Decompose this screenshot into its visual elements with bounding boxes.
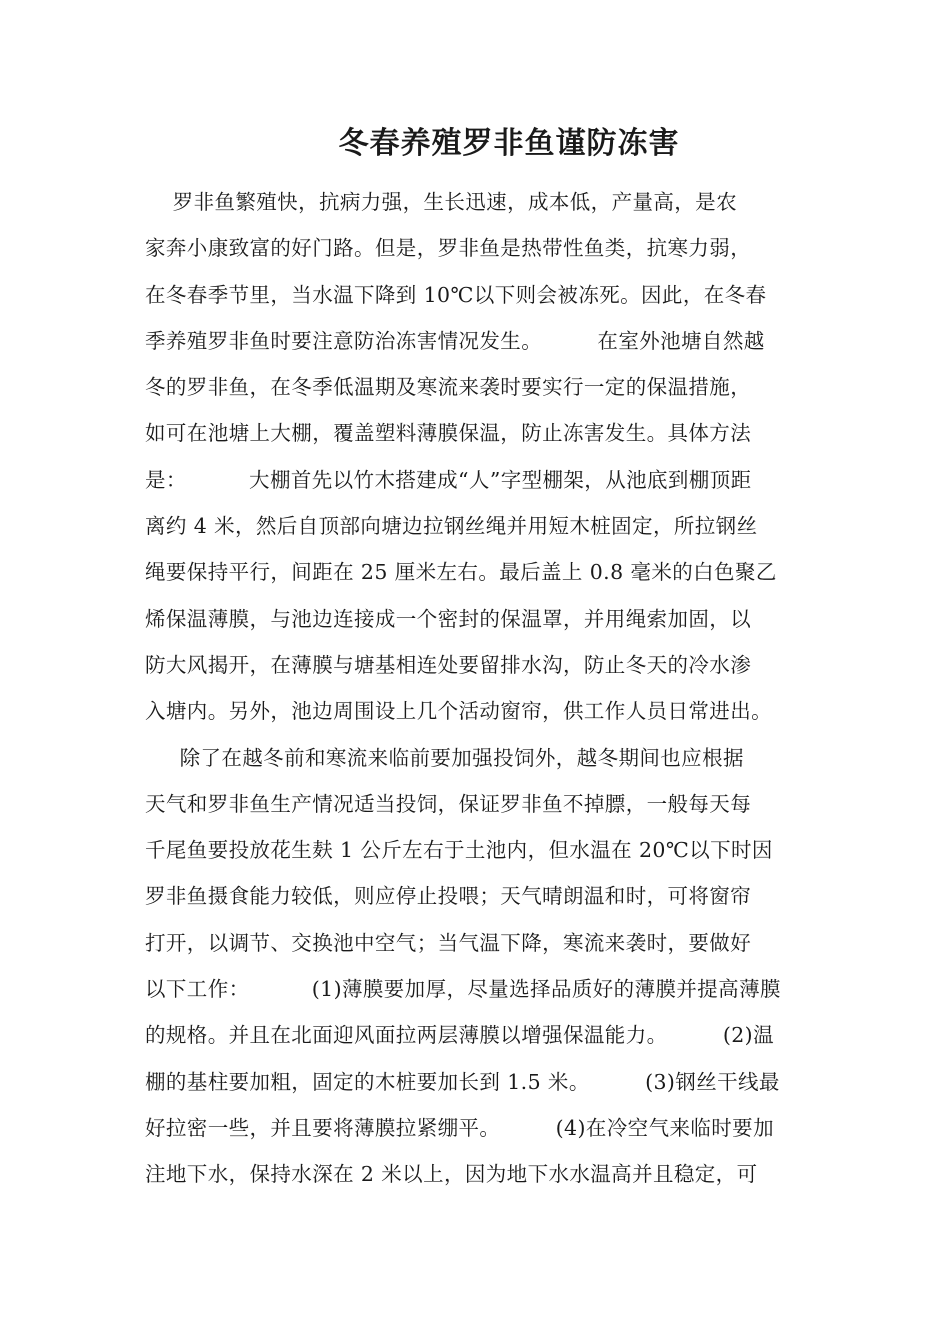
body-line: 以下工作： (1)薄膜要加厚，尽量选择品质好的薄膜并提高薄膜: [145, 977, 781, 1002]
body-line: 的规格。并且在北面迎风面拉两层薄膜以增强保温能力。 (2)温: [145, 1023, 774, 1048]
document-body: [145, 185, 835, 1204]
body-line: 季养殖罗非鱼时要注意防治冻害情况发生。 在室外池塘自然越: [145, 328, 765, 353]
body-line: 注地下水，保持水深在 2 米以上，因为地下水水温高并且稳定，可: [145, 1162, 758, 1187]
body-line: 防大风揭开，在薄膜与塘基相连处要留排水沟，防止冬天的冷水渗: [145, 652, 752, 677]
document-title: 冬春养殖罗非鱼谨防冻害: [338, 126, 680, 161]
body-line: 如可在池塘上大棚，覆盖塑料薄膜保温，防止冻害发生。具体方法: [145, 421, 752, 446]
body-line: 烯保温薄膜，与池边连接成一个密封的保温罩，并用绳索加固，以: [145, 606, 752, 631]
body-line: 天气和罗非鱼生产情况适当投饲，保证罗非鱼不掉膘，一般每天每: [145, 791, 752, 816]
body-line: 罗非鱼繁殖快，抗病力强，生长迅速，成本低，产量高，是农: [145, 190, 737, 214]
body-line: 家奔小康致富的好门路。但是，罗非鱼是热带性鱼类，抗寒力弱，: [145, 236, 752, 261]
body-line: 除了在越冬前和寒流来临前要加强投饲外，越冬期间也应根据: [145, 745, 744, 770]
body-line: 绳要保持平行，间距在 25 厘米左右。最后盖上 0.8 毫米的白色聚乙: [145, 560, 777, 585]
body-line: 是： 大棚首先以竹木搭建成“人”字型棚架，从池底到棚顶距: [145, 467, 752, 492]
body-line: 罗非鱼摄食能力较低，则应停止投喂；天气晴朗温和时，可将窗帘: [145, 884, 752, 909]
body-line: 入塘内。另外，池边周围设上几个活动窗帘，供工作人员日常进出。: [145, 699, 772, 724]
body-line: 打开，以调节、交换池中空气；当气温下降，寒流来袭时，要做好: [145, 930, 752, 955]
body-line: 好拉密一些，并且要将薄膜拉紧绷平。 (4)在冷空气来临时要加: [145, 1115, 774, 1140]
body-line: 离约 4 米，然后自顶部向塘边拉钢丝绳并用短木桩固定，所拉钢丝: [145, 514, 758, 539]
body-line: 棚的基柱要加粗，固定的木桩要加长到 1.5 米。 (3)钢丝干线最: [145, 1069, 780, 1094]
body-line: 千尾鱼要投放花生麸 1 公斤左右于土池内，但水温在 20℃以下时因: [145, 838, 773, 863]
body-line: 冬的罗非鱼，在冬季低温期及寒流来袭时要实行一定的保温措施，: [145, 375, 752, 400]
body-line: 在冬春季节里，当水温下降到 10℃以下则会被冻死。因此，在冬春: [145, 282, 767, 307]
